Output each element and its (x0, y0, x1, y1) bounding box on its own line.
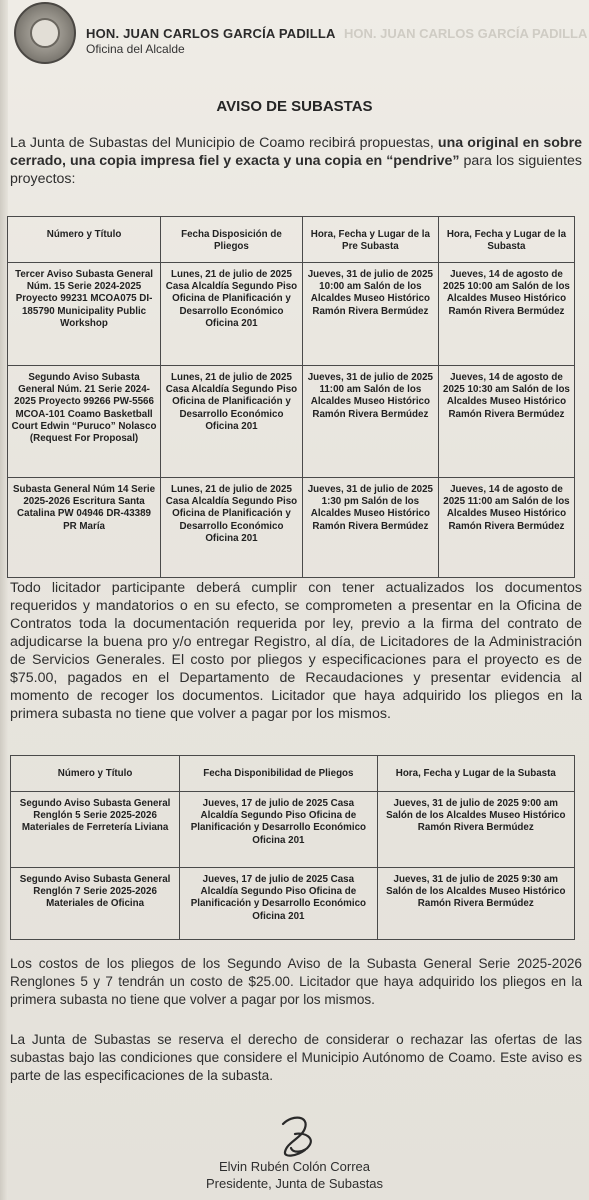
table-header-row (11, 756, 575, 792)
table-cell: Lunes, 21 de julio de 2025 Casa Alcaldía Segundo Piso Oficina de Planificación y Desarrollo Económico Oficina 201 (161, 366, 303, 478)
table-cell: Segundo Aviso Subasta General Renglón 7 Serie 2025-2026 Materiales de Oficina (11, 868, 180, 940)
table-cell: Jueves, 14 de agosto de 2025 10:30 am Salón de los Alcaldes Museo Histórico Ramón Rivera Bermúdez (438, 366, 574, 478)
table-cell: Jueves, 14 de agosto de 2025 10:00 am Salón de los Alcaldes Museo Histórico Ramón Rivera Bermúdez (438, 263, 574, 366)
table-cell: Jueves, 31 de julio de 2025 1:30 pm Salón de los Alcaldes Museo Histórico Ramón Rivera Bermúdez (302, 478, 438, 578)
table-header-row (8, 217, 575, 263)
table-row (11, 868, 575, 940)
auction-table-2 (10, 755, 575, 940)
signer-name: Elvin Rubén Colón Correa (218, 1159, 371, 1174)
table-cell: Jueves, 31 de julio de 2025 10:00 am Salón de los Alcaldes Museo Histórico Ramón Rivera Bermúdez (302, 263, 438, 366)
table-cell: Segundo Aviso Subasta General Renglón 5 Serie 2025-2026 Materiales de Ferretería Liviana (11, 792, 180, 868)
auction-table-1 (7, 216, 575, 578)
requirements-paragraph: Todo licitador participante deberá cumplir con tener actualizados los documentos requeridos y mandatorios o en su efecto, se comprometen a presentar en la Oficina de Contratos toda la documentación requerida por ley, previo a la firma del contrato de adjudicarse la buena pro y/o entregar Registro, al día, de Licitadores de la Administración de Servicios Generales. El costo por pliegos y especificaciones para el proyecto es de $75.00, pagados en el Departamento de Recaudaciones y presentar evidencia al momento de recoger los documentos. Licitador que haya adquirido los pliegos en la primera subasta no tiene que volver a pagar por los mismos. (10, 580, 582, 722)
signature-icon (275, 1112, 325, 1160)
table-row (11, 792, 575, 868)
costs-paragraph: Los costos de los pliegos de los Segundo Aviso de la Subasta General Serie 2025-2026 Renglones 5 y 7 tendrán un costo de $25.00. Licitador que haya adquirido los pliegos en la primera subasta no tiene que volver a pagar por los mismos. (10, 956, 582, 1007)
column-header: Hora, Fecha y Lugar de la Pre Subasta (302, 217, 438, 263)
notice-title: AVISO DE SUBASTAS (216, 98, 373, 115)
table-cell: Jueves, 31 de julio de 2025 9:30 am Salón de los Alcaldes Museo Histórico Ramón Rivera Bermúdez (377, 868, 574, 940)
table-cell: Jueves, 31 de julio de 2025 9:00 am Salón de los Alcaldes Museo Histórico Ramón Rivera Bermúdez (377, 792, 574, 868)
table-row (8, 366, 575, 478)
column-header: Número y Título (11, 756, 180, 792)
table-cell: Jueves, 31 de julio de 2025 11:00 am Salón de los Alcaldes Museo Histórico Ramón Rivera Bermúdez (302, 366, 438, 478)
column-header: Fecha Disponibilidad de Pliegos (180, 756, 377, 792)
page-edge (0, 0, 8, 1200)
intro-text-1: La Junta de Subastas del Municipio de Coamo recibirá propuestas, (10, 135, 438, 151)
table-cell: Jueves, 17 de julio de 2025 Casa Alcaldía Segundo Piso Oficina de Planificación y Desarrollo Económico Oficina 201 (180, 868, 377, 940)
intro-text-2: para los siguientes proyectos: (10, 153, 582, 187)
column-header: Hora, Fecha y Lugar de la Subasta (377, 756, 574, 792)
letterhead (14, 2, 588, 62)
intro-paragraph (10, 134, 582, 188)
column-header: Hora, Fecha y Lugar de la Subasta (438, 217, 574, 263)
intro-bold-text: una original en sobre cerrado, una copia impresa fiel y exacta y una copia en “pendrive” (10, 135, 582, 169)
reservation-paragraph: La Junta de Subastas se reserva el derecho de considerar o rechazar las ofertas de las subastas bajo las condiciones que considere el Municipio Autónomo de Coamo. Este aviso es parte de las especificaciones de la subasta. (10, 1032, 582, 1083)
bleed-through-text: HON. JUAN CARLOS GARCÍA PADILLA (344, 26, 588, 41)
table-cell: Lunes, 21 de julio de 2025 Casa Alcaldía Segundo Piso Oficina de Planificación y Desarrollo Económico Oficina 201 (161, 478, 303, 578)
table-cell: Jueves, 14 de agosto de 2025 11:00 am Salón de los Alcaldes Museo Histórico Ramón Rivera Bermúdez (438, 478, 574, 578)
table-row (8, 478, 575, 578)
table-cell: Jueves, 17 de julio de 2025 Casa Alcaldía Segundo Piso Oficina de Planificación y Desarrollo Económico Oficina 201 (180, 792, 377, 868)
table-row (8, 263, 575, 366)
column-header: Número y Título (8, 217, 161, 263)
column-header: Fecha Disposición de Pliegos (161, 217, 303, 263)
municipal-seal-icon (14, 2, 76, 64)
table-cell: Segundo Aviso Subasta General Núm. 21 Serie 2024-2025 Proyecto 99266 PW-5566 MCOA-101 Coamo Basketball Court Edwin “Puruco” Nolasco (Request For Proposal) (8, 366, 161, 478)
table-cell: Tercer Aviso Subasta General Núm. 15 Serie 2024-2025 Proyecto 99231 MCOA075 DI-185790 Municipality Public Workshop (8, 263, 161, 366)
table-cell: Lunes, 21 de julio de 2025 Casa Alcaldía Segundo Piso Oficina de Planificación y Desarrollo Económico Oficina 201 (161, 263, 303, 366)
mayor-name: HON. JUAN CARLOS GARCÍA PADILLA (86, 26, 336, 41)
table-cell: Subasta General Núm 14 Serie 2025-2026 Escritura Santa Catalina PW 04946 DR-43389 PR María (8, 478, 161, 578)
office-name: Oficina del Alcalde (86, 42, 185, 56)
signer-role: Presidente, Junta de Subastas (205, 1176, 384, 1191)
